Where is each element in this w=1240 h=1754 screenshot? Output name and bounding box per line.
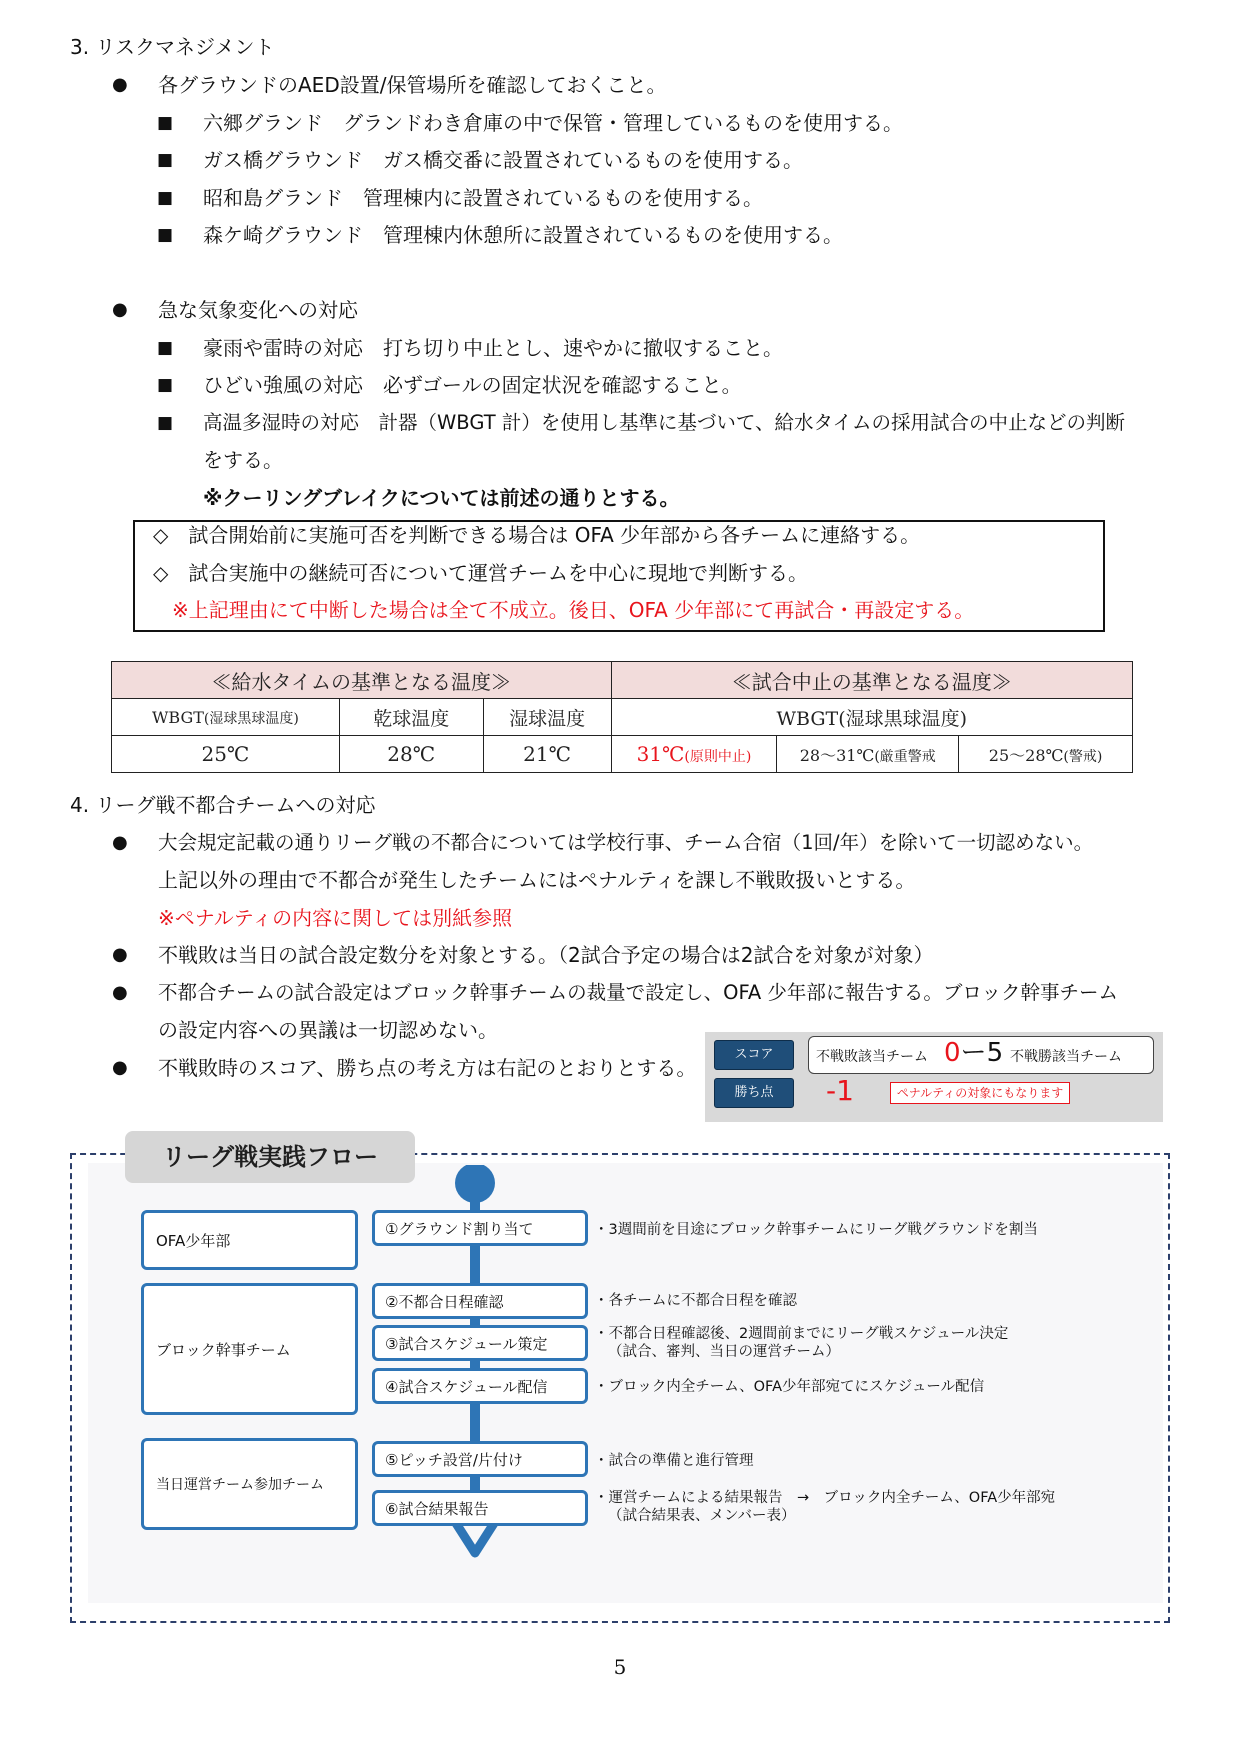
rule-bullet-cont: 上記以外の理由で不都合が発生したチームにはペナルティを課し不戦敗扱いとする。 (158, 868, 916, 892)
table-sub-wbgt: WBGT(湿球黒球温度) (112, 699, 340, 736)
penalty-note: ※ペナルティの内容に関しては別紙参照 (158, 906, 513, 930)
rule-bullet: 不都合チームの試合設定はブロック幹事チームの裁量で設定し、OFA 少年部に報告する。ブロック幹事チーム (158, 981, 1119, 1004)
table-sub-wet: 湿球温度 (483, 699, 611, 736)
weather-item-cont: をする。 (203, 448, 283, 472)
group-block-leader: ブロック幹事チーム (141, 1283, 358, 1415)
section4-heading: 4. リーグ戦不都合チームへの対応 (70, 793, 376, 817)
notice-line: ◇ 試合開始前に実施可否を判断できる場合は OFA 少年部から各チームに連絡する。 (153, 523, 921, 547)
table-value-warn: 25～28℃(警戒) (959, 736, 1133, 773)
win-team-label: 不戦勝該当チーム (1010, 1049, 1122, 1065)
rule-bullet: 大会規定記載の通りリーグ戦の不都合については学校行事、チーム合宿（1回/年）を除いて一切認めない。 (158, 831, 1094, 854)
notice-red-line: ※上記理由にて中断した場合は全て不成立。後日、OFA 少年部にて再試合・再設定する。 (172, 598, 975, 622)
square-marker: ■ (157, 113, 174, 133)
temperature-table (111, 661, 1133, 773)
score-tag: スコア (714, 1040, 794, 1070)
flow-step-6: ⑥試合結果報告 (372, 1490, 588, 1526)
weather-item: 豪雨や雷時の対応 打ち切り中止とし、速やかに撤収すること。 (203, 336, 783, 360)
rule-bullet: 不戦敗は当日の試合設定数分を対象とする。（2試合予定の場合は2試合を対象が対象） (158, 943, 934, 967)
flow-step-5-desc: ・試合の準備と進行管理 (594, 1453, 754, 1469)
flow-step-3: ③試合スケジュール策定 (372, 1325, 588, 1361)
aed-item: 昭和島グランド 管理棟内に設置されているものを使用する。 (203, 186, 763, 210)
square-marker: ■ (157, 150, 174, 170)
penalty-badge: ペナルティの対象にもなります (890, 1082, 1070, 1104)
flow-step-3-desc-cont: （試合、審判、当日の運営チーム） (608, 1344, 840, 1360)
aed-item: 森ケ崎グラウンド 管理棟内休憩所に設置されているものを使用する。 (203, 223, 843, 247)
weather-item: 高温多湿時の対応 計器（WBGT 計）を使用し基準に基づいて、給水タイムの採用試合の中止などの判断 (203, 411, 1126, 434)
bullet-dot: ● (112, 299, 128, 320)
square-marker: ■ (157, 375, 174, 395)
flow-step-1-desc: ・3週間前を目途にブロック幹事チームにリーグ戦グラウンドを割当 (594, 1222, 1038, 1238)
square-marker: ■ (157, 338, 174, 358)
page-number: 5 (613, 1655, 627, 1679)
aed-bullet: 各グラウンドのAED設置/保管場所を確認しておくこと。 (158, 73, 667, 97)
aed-item: 六郷グランド グランドわき倉庫の中で保管・管理しているものを使用する。 (203, 111, 903, 135)
flow-step-1: ①グラウンド割り当て (372, 1210, 588, 1246)
points-value: -1 (826, 1074, 854, 1107)
flow-step-5: ⑤ピッチ設営/片付け (372, 1441, 588, 1477)
bullet-dot: ● (112, 832, 128, 853)
bullet-dot: ● (112, 982, 128, 1003)
square-marker: ■ (157, 188, 174, 208)
lose-team-label: 不戦敗該当チーム (816, 1049, 928, 1065)
table-sub-wbgt-right: WBGT(湿球黒球温度) (611, 699, 1132, 736)
rule-bullet: 不戦敗時のスコア、勝ち点の考え方は右記のとおりとする。 (158, 1056, 697, 1080)
flow-step-6-desc: ・運営チームによる結果報告 → ブロック内全チーム、OFA少年部宛 (594, 1490, 1056, 1506)
square-marker: ■ (157, 225, 174, 245)
rule-bullet-cont: の設定内容への異議は一切認めない。 (158, 1018, 498, 1042)
aed-item: ガス橋グラウンド ガス橋交番に設置されているものを使用する。 (203, 148, 803, 172)
weather-item: ひどい強風の対応 必ずゴールの固定状況を確認すること。 (203, 373, 742, 397)
flow-step-4: ④試合スケジュール配信 (372, 1368, 588, 1404)
flow-step-6-desc-cont: （試合結果表、メンバー表） (608, 1508, 796, 1524)
square-marker: ■ (157, 413, 174, 433)
bullet-dot: ● (112, 944, 128, 965)
cooling-note: ※クーリングブレイクについては前述の通りとする。 (203, 486, 680, 510)
table-value-stop: 31℃(原則中止) (611, 736, 777, 773)
table-header-water: ≪給水タイムの基準となる温度≫ (112, 662, 612, 699)
flow-title: リーグ戦実践フロー (125, 1131, 415, 1183)
flow-step-2: ②不都合日程確認 (372, 1283, 588, 1319)
table-value-dry: 28℃ (339, 736, 483, 773)
points-tag: 勝ち点 (714, 1078, 794, 1108)
flow-step-4-desc: ・ブロック内全チーム、OFA少年部宛てにスケジュール配信 (594, 1379, 985, 1395)
flow-step-2-desc: ・各チームに不都合日程を確認 (594, 1293, 797, 1309)
table-sub-dry: 乾球温度 (339, 699, 483, 736)
table-header-stop: ≪試合中止の基準となる温度≫ (611, 662, 1132, 699)
notice-line: ◇ 試合実施中の継続可否について運営チームを中心に現地で判断する。 (153, 561, 808, 585)
flow-step-3-desc: ・不都合日程確認後、2週間前までにリーグ戦スケジュール決定 (594, 1326, 1009, 1342)
weather-bullet: 急な気象変化への対応 (158, 298, 358, 322)
table-value-wbgt: 25℃ (112, 736, 340, 773)
table-value-wet: 21℃ (483, 736, 611, 773)
group-ofa: OFA少年部 (141, 1210, 358, 1270)
table-value-severe: 28～31℃(厳重警戒 (777, 736, 959, 773)
bullet-dot: ● (112, 1057, 128, 1078)
score-values: 0ー5 (944, 1038, 1004, 1068)
group-operating-teams: 当日運営チーム参加チーム (141, 1438, 358, 1530)
section3-heading: 3. リスクマネジメント (70, 35, 275, 59)
bullet-dot: ● (112, 74, 128, 95)
